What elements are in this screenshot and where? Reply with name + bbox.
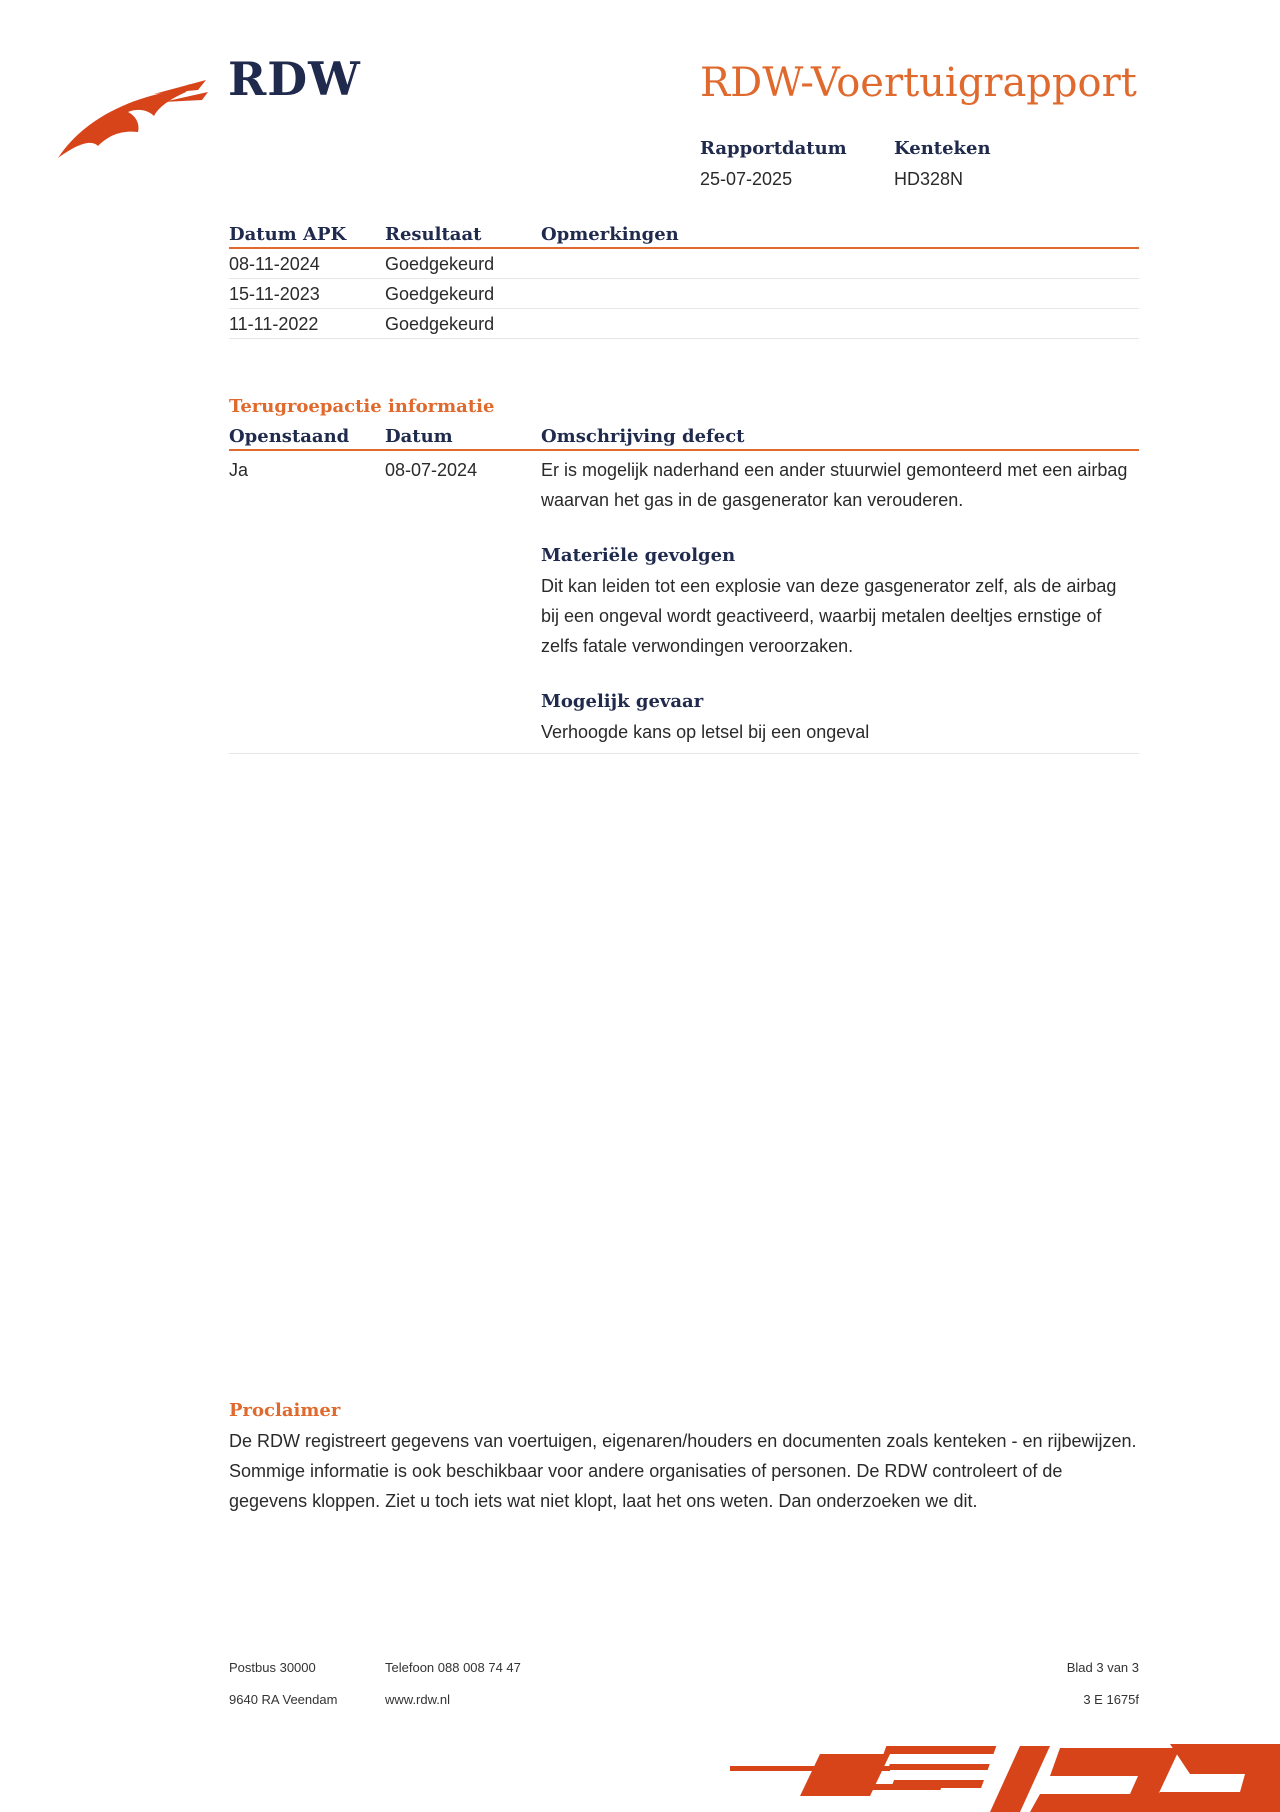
- plate-label: Kenteken: [894, 138, 991, 159]
- recall-open: Ja: [229, 450, 385, 754]
- proclaimer-title: Proclaimer: [229, 1400, 341, 1421]
- plate-block: [894, 138, 991, 190]
- footer-phone: Telefoon 088 008 74 47: [385, 1660, 521, 1675]
- defect-description: Er is mogelijk naderhand een ander stuurwiel gemonteerd met een airbag waarvan het gas in de gasgenerator kan verouderen.: [541, 460, 1128, 510]
- apk-result: Goedgekeurd: [385, 248, 541, 279]
- footer-postbus: Postbus 30000: [229, 1660, 316, 1675]
- recall-date: 08-07-2024: [385, 450, 541, 754]
- footer-code: 3 E 1675f: [1083, 1692, 1139, 1707]
- recall-header-open: Openstaand: [229, 426, 385, 450]
- recall-table: [229, 426, 1139, 754]
- report-title: RDW-Voertuigrapport: [700, 60, 1137, 106]
- footer-page: Blad 3 van 3: [1066, 1660, 1139, 1675]
- report-date-block: [700, 138, 847, 190]
- proclaimer-text: De RDW registreert gegevens van voertuigen, eigenaren/houders en documenten zoals kenteken - en rijbewijzen. Sommige informatie is ook beschikbaar voor andere organisaties of personen. De RDW controleert of de gegevens kloppen. Ziet u toch iets wat niet klopt, laat het ons weten. Dan onderzoeken we dit.: [229, 1431, 1137, 1511]
- apk-remarks: [541, 279, 1139, 309]
- logo-text: RDW: [228, 52, 361, 106]
- apk-date: 08-11-2024: [229, 248, 385, 279]
- possible-danger-title: Mogelijk gevaar: [541, 691, 704, 712]
- recall-section-title: Terugroepactie informatie: [229, 396, 495, 417]
- apk-remarks: [541, 309, 1139, 339]
- report-date-value: 25-07-2025: [700, 169, 793, 189]
- rdw-footer-graphic-icon: [720, 1736, 1280, 1812]
- apk-header-result: Resultaat: [385, 224, 541, 248]
- rdw-logo-icon: [58, 80, 208, 160]
- material-consequences-text: Dit kan leiden tot een explosie van deze gasgenerator zelf, als de airbag bij een ongeval wordt geactiveerd, waarbij metalen deeltjes ernstige of zelfs fatale verwondingen veroorzaken.: [541, 576, 1117, 656]
- apk-remarks: [541, 248, 1139, 279]
- plate-value: HD328N: [894, 169, 964, 189]
- material-consequences-title: Materiële gevolgen: [541, 545, 736, 566]
- apk-table: [229, 224, 1139, 339]
- table-row: [229, 309, 1139, 339]
- recall-description-cell: [541, 450, 1139, 754]
- report-date-label: Rapportdatum: [700, 138, 847, 159]
- apk-date: 11-11-2022: [229, 309, 385, 339]
- table-row: [229, 248, 1139, 279]
- table-row: [229, 450, 1139, 754]
- recall-header-description: Omschrijving defect: [541, 426, 1139, 450]
- apk-header-remarks: Opmerkingen: [541, 224, 1139, 248]
- apk-header-row: [229, 224, 1139, 248]
- footer-city: 9640 RA Veendam: [229, 1692, 338, 1707]
- possible-danger-text: Verhoogde kans op letsel bij een ongeval: [541, 722, 870, 742]
- apk-result: Goedgekeurd: [385, 309, 541, 339]
- apk-result: Goedgekeurd: [385, 279, 541, 309]
- apk-header-date: Datum APK: [229, 224, 385, 248]
- table-row: [229, 279, 1139, 309]
- apk-date: 15-11-2023: [229, 279, 385, 309]
- footer-website-link[interactable]: www.rdw.nl: [385, 1692, 451, 1707]
- recall-header-date: Datum: [385, 426, 541, 450]
- recall-header-row: [229, 426, 1139, 450]
